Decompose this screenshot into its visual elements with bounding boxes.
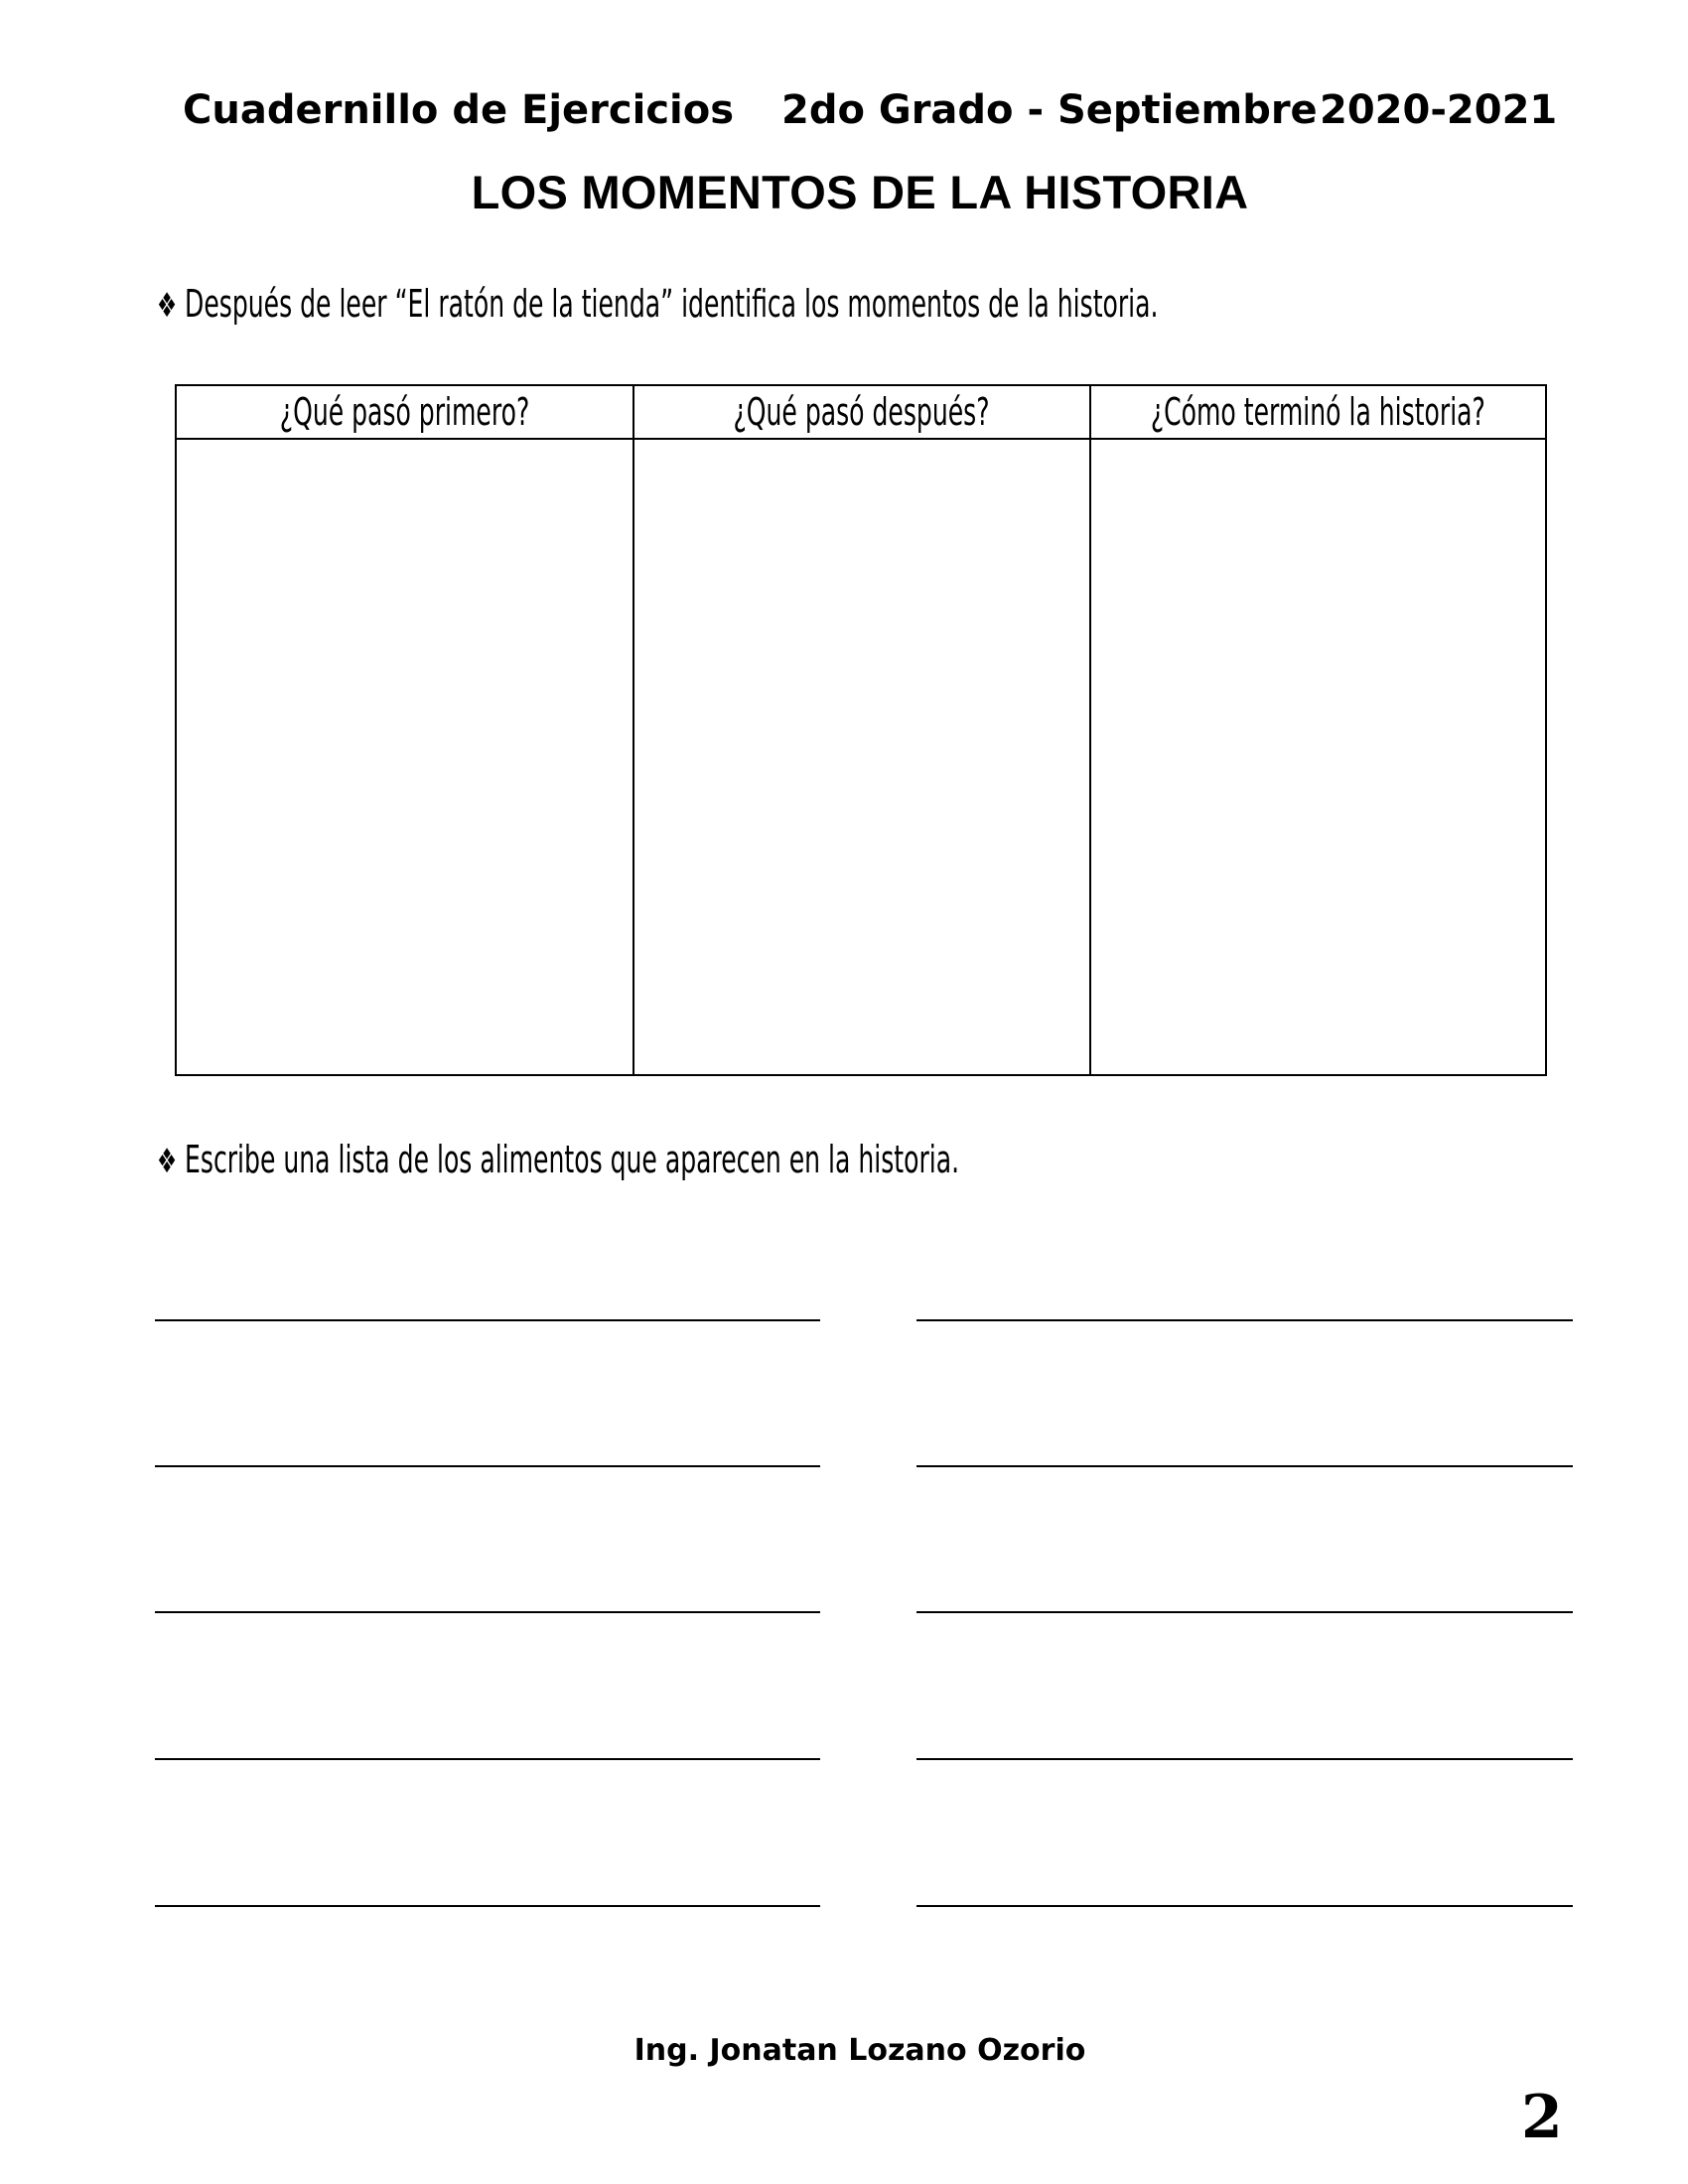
header-school-year: 2020-2021 bbox=[1320, 87, 1558, 133]
header-grade-month: 2do Grado - Septiembre bbox=[781, 87, 1318, 133]
writing-line[interactable] bbox=[155, 1319, 820, 1321]
story-moments-table bbox=[175, 384, 1547, 1076]
answer-cell-first[interactable] bbox=[177, 440, 633, 1074]
header-workbook-title: Cuadernillo de Ejercicios bbox=[183, 87, 735, 133]
table-header-then: ¿Qué pasó después? bbox=[633, 386, 1088, 440]
writing-line[interactable] bbox=[916, 1611, 1573, 1613]
diamond-bullet-icon: ❖ bbox=[157, 1142, 178, 1181]
page-title: LOS MOMENTOS DE LA HISTORIA bbox=[471, 166, 1249, 218]
table-header-first: ¿Qué pasó primero? bbox=[177, 386, 633, 440]
table-header-ending: ¿Cómo terminó la historia? bbox=[1089, 386, 1545, 440]
writing-line[interactable] bbox=[155, 1905, 820, 1907]
writing-line[interactable] bbox=[155, 1611, 820, 1613]
writing-line[interactable] bbox=[916, 1319, 1573, 1321]
answer-cell-ending[interactable] bbox=[1089, 440, 1545, 1074]
writing-line[interactable] bbox=[916, 1758, 1573, 1760]
page-number: 2 bbox=[1521, 2083, 1563, 2152]
author-credit: Ing. Jonatan Lozano Ozorio bbox=[633, 2033, 1086, 2068]
writing-line[interactable] bbox=[155, 1758, 820, 1760]
answer-cell-then[interactable] bbox=[633, 440, 1088, 1074]
instruction-food-list bbox=[157, 1136, 959, 1185]
writing-line[interactable] bbox=[916, 1465, 1573, 1467]
instruction-text: Después de leer “El ratón de la tienda” identifica los momentos de la historia. bbox=[185, 282, 1159, 326]
instruction-story-moments bbox=[157, 280, 1158, 330]
diamond-bullet-icon: ❖ bbox=[157, 286, 178, 326]
writing-line[interactable] bbox=[155, 1465, 820, 1467]
writing-line[interactable] bbox=[916, 1905, 1573, 1907]
instruction-text: Escribe una lista de los alimentos que aparecen en la historia. bbox=[185, 1138, 960, 1181]
